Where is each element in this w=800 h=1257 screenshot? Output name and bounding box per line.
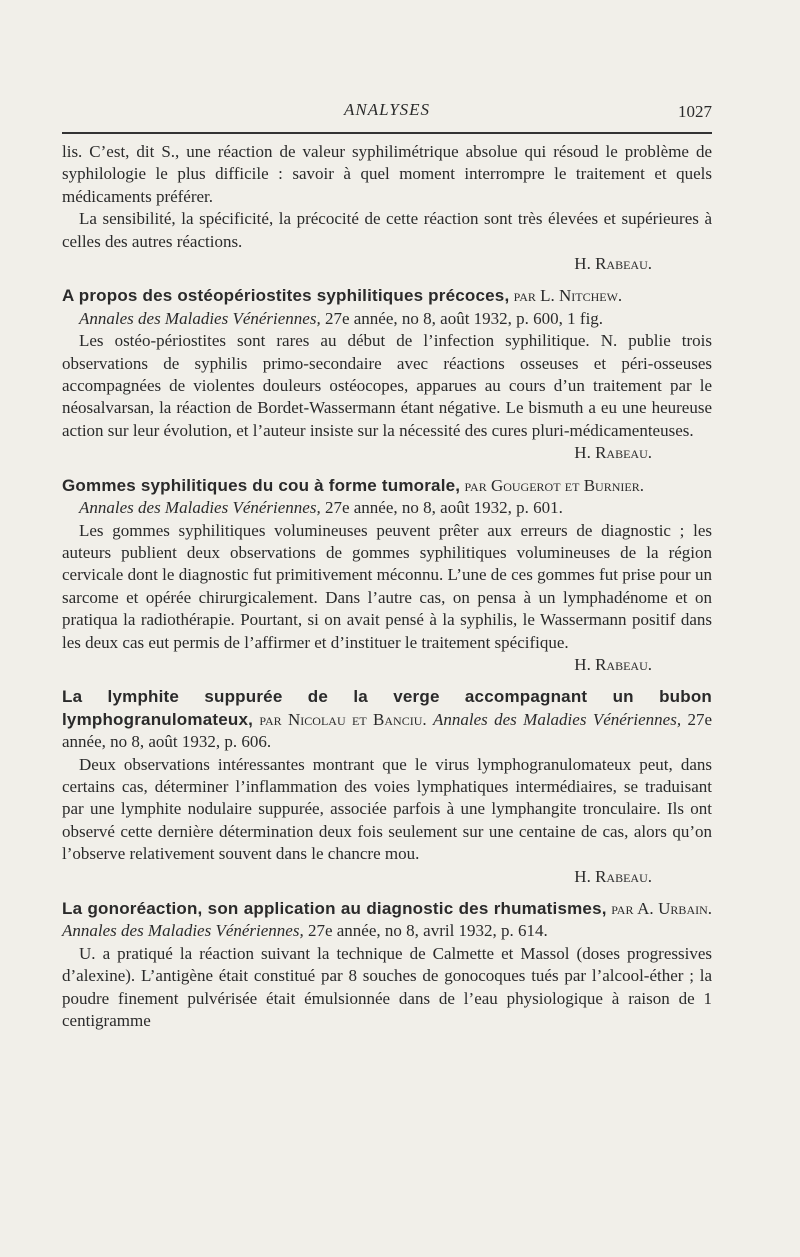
signature: H. Rabeau.	[574, 443, 652, 463]
entry-title: A propos des ostéopériostites syphilitiques précoces,	[62, 286, 510, 306]
intro-section	[62, 141, 712, 275]
review-entry	[62, 285, 712, 464]
entry-authors: par A. Urbain.	[611, 899, 713, 918]
citation: 27e année, no 8, août 1932, p. 600, 1 fig.	[324, 308, 604, 328]
running-title: ANALYSES	[343, 100, 431, 119]
citation: 27e année, no 8, août 1932, p. 606.	[62, 709, 713, 752]
review-entry	[62, 686, 712, 888]
citation: 27e année, no 8, août 1932, p. 601.	[324, 498, 563, 518]
journal-name: Annales des Maladies Vénériennes,	[62, 921, 304, 941]
page-number: 1027	[678, 102, 712, 121]
article-body	[62, 141, 712, 1032]
entry-authors: par Gougerot et Burnier.	[464, 475, 644, 495]
entry-title: La gonoréaction, son application au diagnostic des rhumatismes,	[62, 899, 607, 918]
entry-authors: par L. Nitchew.	[513, 286, 623, 306]
citation: 27e année, no 8, avril 1932, p. 614.	[307, 921, 548, 941]
signature: H. Rabeau.	[574, 866, 652, 886]
entry-body: Deux observations intéressantes montrant que le virus lymphogranulomateux peut, dans certains cas, déterminer l’inflammation des voies lymphatiques intermédiaires, se traduisant par une lymphite nodulaire suppurée, associée parfois à une lymphangite tronculaire. Ils ont observé cette dernière détermination deux fois seulement sur une centaine de cas, alors qu’on l’observe relativement souvent dans le chancre mou.	[62, 754, 712, 864]
paragraph: La sensibilité, la spécificité, la précocité de cette réaction sont très élevées et supérieures à celles des autres réactions.	[62, 209, 712, 251]
entry-body: Les gommes syphilitiques volumineuses peuvent prêter aux erreurs de diagnostic ; les auteurs publient deux observations de gommes syphilitiques volumineuses de la région cervicale dont le diagnostic fut primitivement méconnu. L’une de ces gommes fut prise pour un sarcome et opérée chirurgicalement. Dans l’autre cas, on pensa à un lymphadénome et on pratiqua la radiothérapie. Pourtant, si on avait pensé à la syphilis, le Wassermann positif dans les deux cas eut permis de l’affirmer et d’instituer le traitement spécifique.	[62, 520, 712, 652]
entry-body: U. a pratiqué la réaction suivant la technique de Calmette et Massol (doses progressives d’alexine). L’antigène était constitué par 8 souches de gonocoques tués par l’alcool-éther ; la poudre finement pulvérisée était émulsionnée dans de l’eau physiologique à raison de 1 centigramme	[62, 943, 712, 1031]
signature: H. Rabeau.	[574, 654, 652, 674]
entry-authors: par Nicolau et Banciu.	[259, 709, 427, 729]
journal-name: Annales des Maladies Vénériennes,	[79, 308, 321, 328]
page-header	[62, 100, 712, 130]
header-rule	[62, 132, 712, 134]
journal-name: Annales des Maladies Vénériennes,	[79, 498, 321, 518]
review-entry	[62, 475, 712, 677]
entry-title: La lymphite suppurée de la verge accompagnant un bubon lymphogranulomateux,	[62, 687, 712, 729]
entry-body: Les ostéo-périostites sont rares au début de l’infection syphilitique. N. publie trois observations de syphilis primo-secondaire avec réactions osseuses et péri-osseuses accompagnées de violentes douleurs ostéocopes, apparues au cours d’un traitement par le néosalvarsan, la réaction de Bordet-Wassermann étant négative. Le bismuth a eu une heureuse action sur leur évolution, et l’auteur insiste sur la nécessité des cures pluri-médicamenteuses.	[62, 331, 712, 440]
paragraph: lis. C’est, dit S., une réaction de valeur syphilimétrique absolue qui résoud le problème de syphilologie le plus difficile : savoir à quel moment interrompre le traitement et quels médicaments préférer.	[62, 142, 712, 206]
entry-title: Gommes syphilitiques du cou à forme tumorale,	[62, 475, 461, 495]
journal-name: Annales des Maladies Vénériennes,	[433, 709, 682, 729]
signature: H. Rabeau.	[574, 254, 652, 274]
review-entry	[62, 898, 712, 1032]
